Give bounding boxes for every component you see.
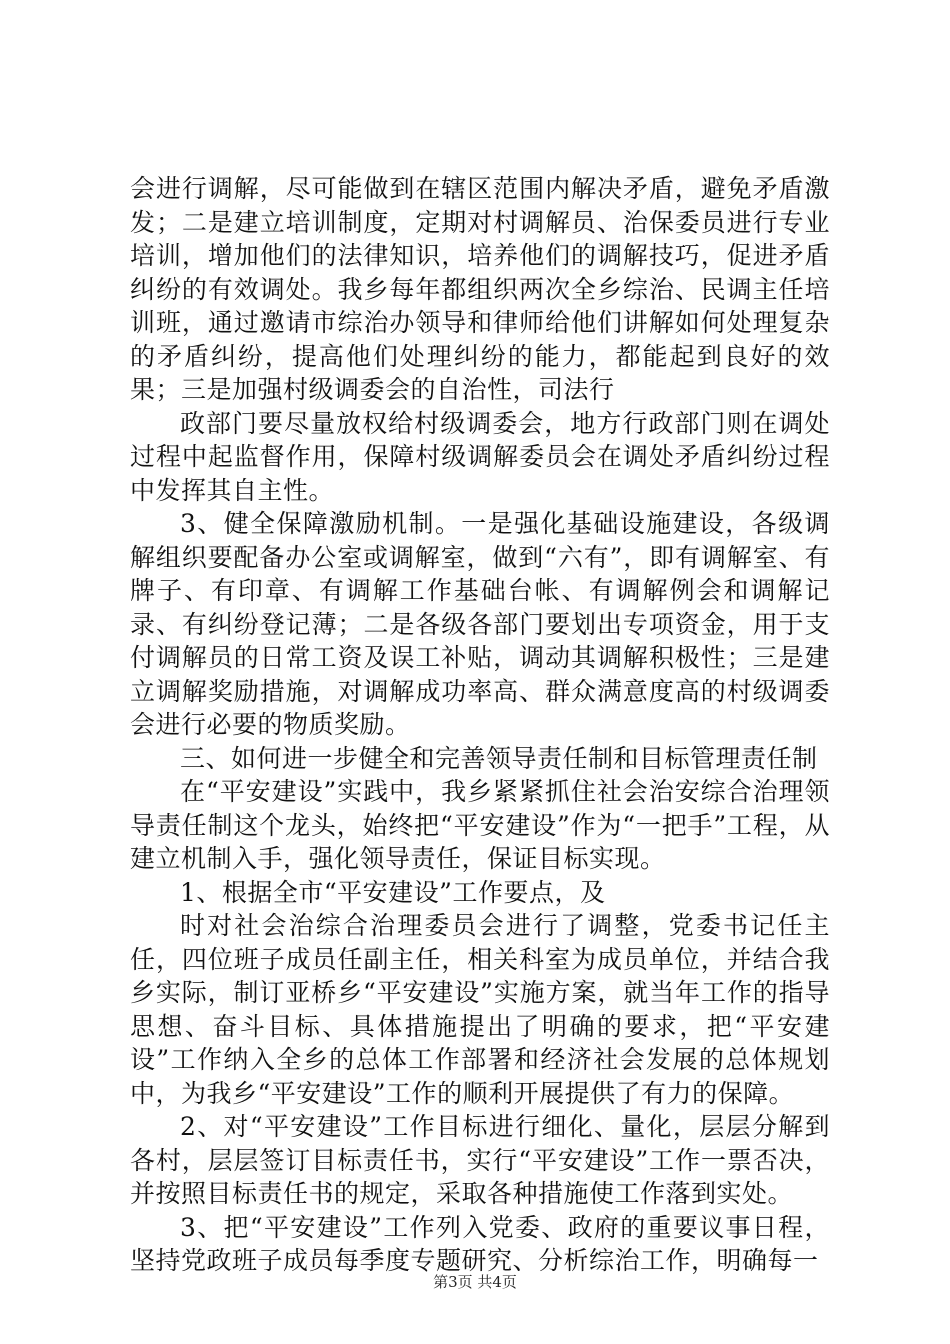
- page-footer: 第3页 共4页: [433, 1273, 517, 1291]
- paragraph-7: 时对社会治综合治理委员会进行了调整，党委书记任主任，四位班子成员任副主任，相关科室为成员单位，并结合我乡实际，制订亚桥乡“平安建设”实施方案，就当年工作的指导思想、奋斗目标、具体措施提出了明确的要求，把“平安建设”工作纳入全乡的总体工作部署和经济社会发展的总体规划中，为我乡“平安建设”工作的顺利开展提供了有力的保障。: [130, 911, 830, 1108]
- paragraph-8: 2、对“平安建设”工作目标进行细化、量化，层层分解到各村，层层签订目标责任书，实行“平安建设”工作一票否决，并按照目标责任书的规定，采取各种措施使工作落到实处。: [130, 1112, 830, 1208]
- paragraph-5: 在“平安建设”实践中，我乡紧紧抓住社会治安综合治理领导责任制这个龙头，始终把“平安建设”作为“一把手”工程，从建立机制入手，强化领导责任，保证目标实现。: [130, 777, 830, 873]
- document-body: [130, 172, 830, 1278]
- paragraph-3: 3、健全保障激励机制。一是强化基础设施建设，各级调解组织要配备办公室或调解室，做到“六有”，即有调解室、有牌子、有印章、有调解工作基础台帐、有调解例会和调解记录、有纠纷登记薄；二是各级各部门要划出专项资金，用于支付调解员的日常工资及误工补贴，调动其调解积极性；三是建立调解奖励措施，对调解成功率高、群众满意度高的村级调委会进行必要的物质奖励。: [130, 509, 830, 739]
- paragraph-6: 1、根据全市“平安建设”工作要点，及: [180, 877, 606, 907]
- paragraph-9: 3、把“平安建设”工作列入党委、政府的重要议事日程，坚持党政班子成员每季度专题研究、分析综治工作，明确每一: [130, 1212, 830, 1275]
- paragraph-1: 会进行调解，尽可能做到在辖区范围内解决矛盾，避免矛盾激发；二是建立培训制度，定期对村调解员、治保委员进行专业培训，增加他们的法律知识，培养他们的调解技巧，促进矛盾纠纷的有效调处。我乡每年都组织两次全乡综治、民调主任培训班，通过邀请市综治办领导和律师给他们讲解如何处理复杂的矛盾纠纷，提高他们处理纠纷的能力，都能起到良好的效果；三是加强村级调委会的自治性，司法行: [130, 174, 830, 404]
- section-heading: 三、如何进一步健全和完善领导责任制和目标管理责任制: [180, 743, 818, 773]
- paragraph-2: 政部门要尽量放权给村级调委会，地方行政部门则在调处过程中起监督作用，保障村级调解委员会在调处矛盾纠纷过程中发挥其自主性。: [130, 408, 830, 505]
